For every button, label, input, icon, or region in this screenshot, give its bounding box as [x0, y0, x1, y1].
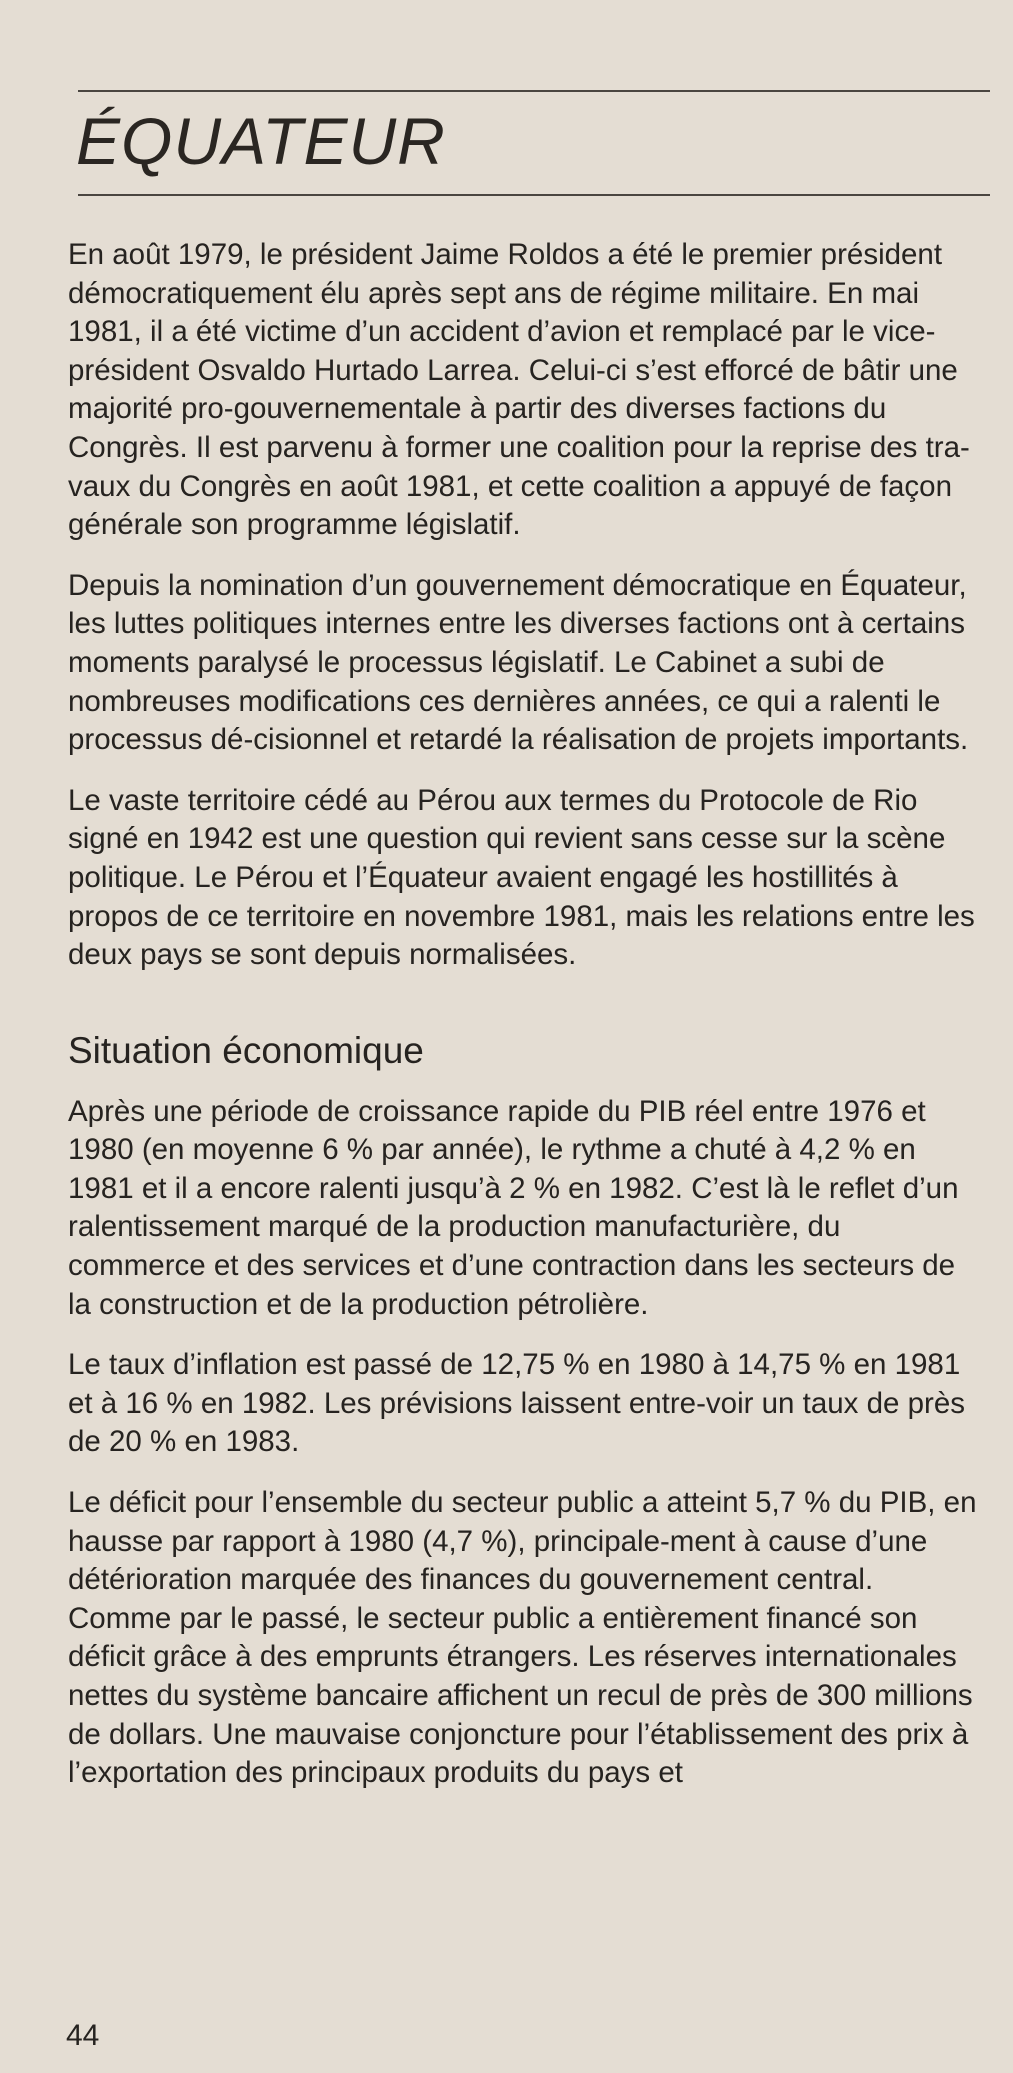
- section-heading-economy: Situation économique: [68, 1029, 424, 1071]
- title-rule-bottom: [78, 194, 990, 196]
- article-body: [68, 236, 983, 1815]
- page-title: ÉQUATEUR: [76, 104, 446, 178]
- paragraph-economy-1: Après une période de croissance rapide du PIB réel entre 1976 et 1980 (en moyenne 6 % par année), le rythme a chuté à 4,2 % en 1981 et il a encore ralenti jusqu’à 2 % en 1982. C’est là le reflet d’un ralentissement marqué de la production manufacturière, du commerce et des services et d’une contraction dans les secteurs de la construction et de la production pétrolière.: [68, 1094, 959, 1321]
- page-number: 44: [66, 2019, 100, 2052]
- paragraph-intro-2: Depuis la nomination d’un gouvernement démocratique en Équateur, les luttes politiques internes entre les diverses factions ont à certains moments paralysé le processus législatif. Le Cabinet a subi de nombreuses modifications ces dernières années, ce qui a ralenti le processus dé-cisionnel et retardé la réalisation de projets importants.: [68, 568, 969, 757]
- title-rule-top: [78, 90, 990, 92]
- paragraph-intro-1: En août 1979, le président Jaime Roldos a été le premier président démocratiquement élu après sept ans de régime militaire. En mai 1981, il a été victime d’un accident d’avion et remplacé par le vice-président Osvaldo Hurtado Larrea. Celui-ci s’est efforcé de bâtir une majorité pro-gouvernementale à partir des diverses factions du Congrès. Il est parvenu à former une coalition pour la reprise des tra-vaux du Congrès en août 1981, et cette coalition a appuyé de façon générale son programme législatif.: [68, 238, 970, 542]
- paragraph-economy-2: Le taux d’inflation est passé de 12,75 % en 1980 à 14,75 % en 1981 et à 16 % en 1982. Les prévisions laissent entre-voir un taux de près de 20 % en 1983.: [68, 1348, 965, 1459]
- paragraph-economy-3: Le déficit pour l’ensemble du secteur public a atteint 5,7 % du PIB, en hausse par rapport à 1980 (4,7 %), principale-ment à cause d’une détérioration marquée des finances du gouvernement central. Comme par le passé, le secteur public a entièrement financé son déficit grâce à des emprunts étrangers. Les réserves internationales nettes du système bancaire affichent un recul de près de 300 millions de dollars. Une mauvaise conjoncture pour l’établissement des prix à l’exportation des principaux produits du pays et: [68, 1486, 977, 1790]
- paragraph-intro-3: Le vaste territoire cédé au Pérou aux termes du Protocole de Rio signé en 1942 est une question qui revient sans cesse sur la scène politique. Le Pérou et l’Équateur avaient engagé les hostillités à propos de ce territoire en novembre 1981, mais les relations entre les deux pays se sont depuis normalisées.: [68, 783, 975, 972]
